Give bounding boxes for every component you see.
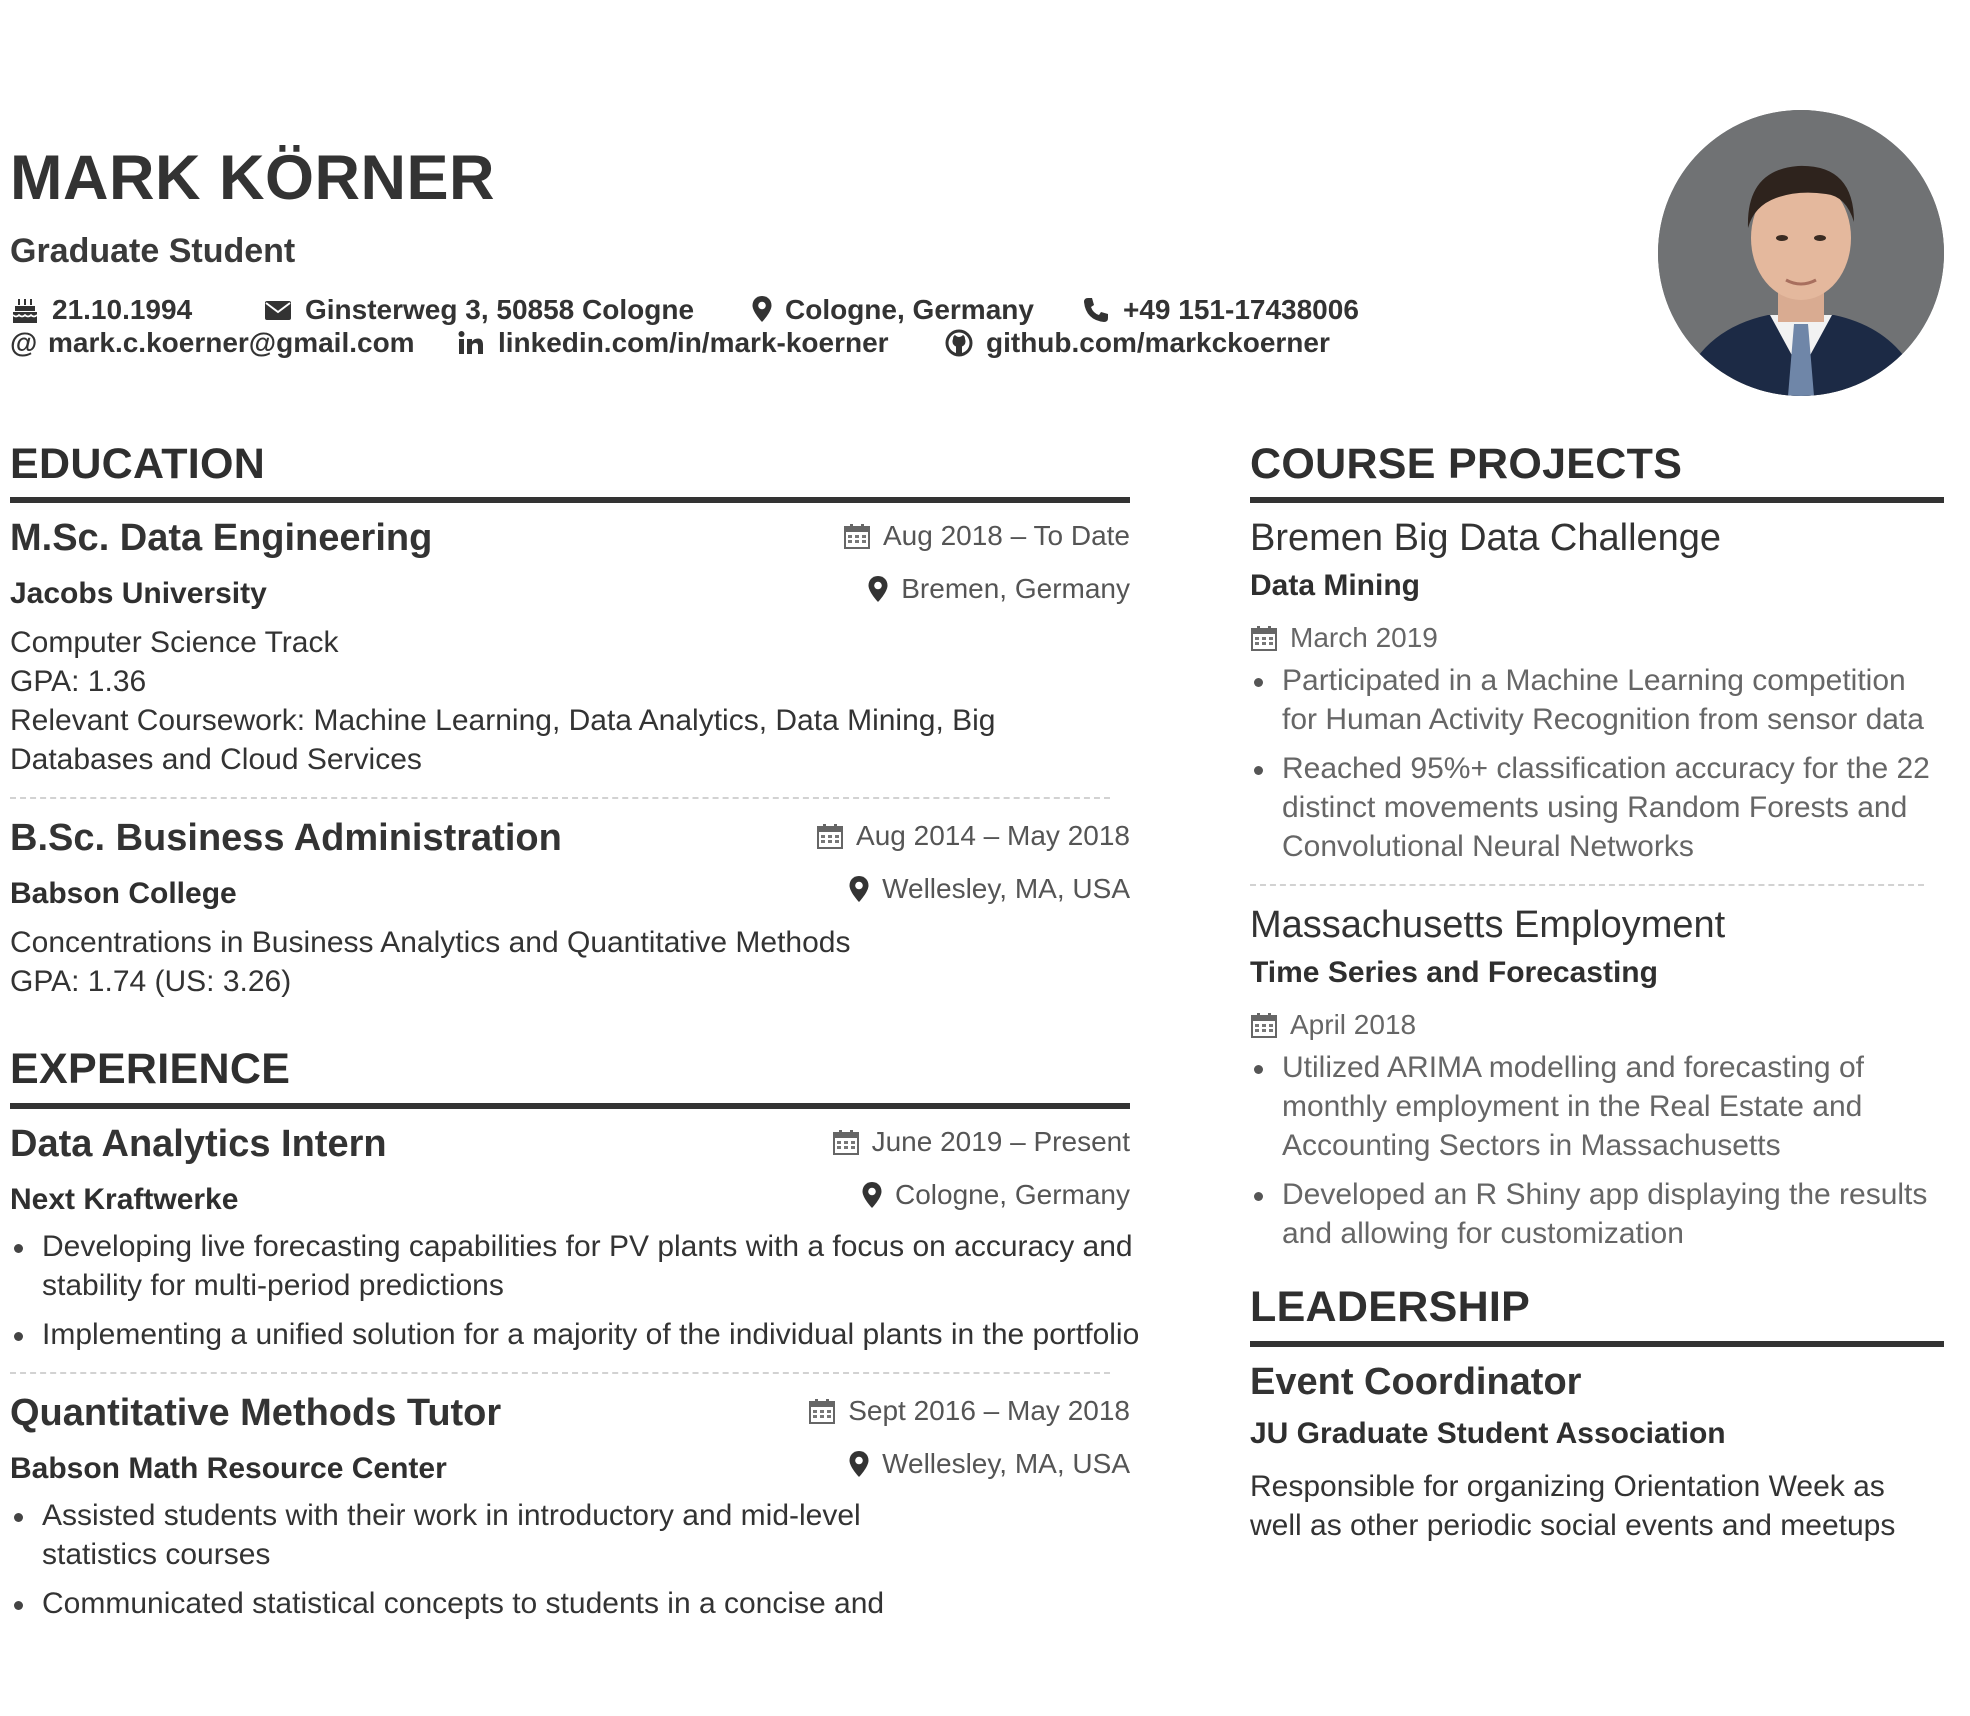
resume-title: Graduate Student <box>10 232 296 270</box>
profile-photo <box>1658 110 1944 396</box>
leadership-description: Responsible for organizing Orientation Week as well as other periodic social events and meetups <box>1250 1469 1896 1542</box>
experience-entry <box>10 1392 1130 1623</box>
project-date-text: April 2018 <box>1290 1009 1417 1041</box>
experience-role: Quantitative Methods Tutor <box>10 1391 502 1434</box>
github-link[interactable]: github.com/markckoerner <box>986 327 1330 358</box>
project-entry <box>1250 904 1944 1253</box>
project-date <box>1250 1002 1944 1048</box>
contact-phone <box>1081 294 1359 326</box>
map-pin-icon <box>848 875 870 903</box>
address-text: Ginsterweg 3, 50858 Cologne <box>305 294 695 325</box>
phone-icon <box>1081 295 1111 325</box>
experience-location <box>861 1179 1130 1211</box>
experience-bullets <box>10 1227 1140 1354</box>
envelope-icon <box>263 295 293 325</box>
project-bullets <box>1250 661 1944 866</box>
project-course: Time Series and Forecasting <box>1250 956 1658 990</box>
education-line: Concentrations in Business Analytics and Quantitative Methods <box>10 926 851 960</box>
calendar-icon <box>808 1397 836 1425</box>
education-entry <box>10 817 1130 1001</box>
education-description <box>10 921 1130 1001</box>
project-bullets <box>1250 1048 1944 1253</box>
education-dates <box>843 520 1130 552</box>
education-location-text: Wellesley, MA, USA <box>882 873 1130 905</box>
map-pin-icon <box>867 575 889 603</box>
contact-address <box>263 294 751 326</box>
calendar-icon <box>832 1128 860 1156</box>
education-location-text: Bremen, Germany <box>901 573 1130 605</box>
entry-divider <box>1250 884 1924 886</box>
project-name: Massachusetts Employment <box>1250 904 1726 947</box>
entry-divider <box>10 797 1110 799</box>
education-dates <box>816 820 1130 852</box>
calendar-icon <box>816 822 844 850</box>
section-title-education: EDUCATION <box>10 440 1130 503</box>
email-link[interactable]: mark.c.koerner@gmail.com <box>48 327 415 358</box>
experience-company: Next Kraftwerke <box>10 1182 239 1216</box>
project-bullet: Utilized ARIMA modelling and forecasting of monthly employment in the Real Estate and Accounting Sectors in Massachusetts <box>1250 1048 1944 1165</box>
education-degree: M.Sc. Data Engineering <box>10 517 433 560</box>
education-school: Babson College <box>10 877 237 911</box>
github-icon <box>944 328 974 358</box>
experience-dates-text: June 2019 – Present <box>871 1125 1130 1157</box>
contact-row-1 <box>10 292 1359 328</box>
map-pin-icon <box>861 1181 883 1209</box>
education-location <box>867 573 1130 605</box>
contact-github <box>944 327 1330 359</box>
experience-role: Data Analytics Intern <box>10 1122 387 1165</box>
experience-bullet: Implementing a unified solution for a majority of the individual plants in the portfolio <box>10 1315 1140 1354</box>
project-date <box>1250 615 1944 661</box>
education-entry <box>10 517 1130 779</box>
left-column <box>10 440 1140 1633</box>
project-name: Bremen Big Data Challenge <box>1250 517 1722 560</box>
project-bullet: Developed an R Shiny app displaying the results and allowing for customization <box>1250 1175 1944 1253</box>
project-bullet: Participated in a Machine Learning competition for Human Activity Recognition from sensor data <box>1250 661 1944 739</box>
contact-email <box>10 327 456 359</box>
contact-location <box>751 294 1081 326</box>
phone-text[interactable]: +49 151-17438006 <box>1123 294 1359 325</box>
contact-row-2 <box>10 325 1330 361</box>
contact-birthday <box>10 294 263 326</box>
education-line: GPA: 1.74 (US: 3.26) <box>10 965 292 999</box>
right-column <box>1250 440 1944 1545</box>
project-entry <box>1250 517 1944 866</box>
map-pin-icon <box>848 1450 870 1478</box>
entry-divider <box>10 1372 1110 1374</box>
map-pin-icon <box>751 295 773 325</box>
birthday-cake-icon <box>10 295 40 325</box>
experience-location-text: Cologne, Germany <box>894 1178 1130 1210</box>
leadership-role: Event Coordinator <box>1250 1360 1582 1403</box>
experience-company: Babson Math Resource Center <box>10 1451 447 1485</box>
experience-dates-text: Sept 2016 – May 2018 <box>848 1394 1130 1426</box>
experience-bullets <box>10 1496 970 1623</box>
experience-entry <box>10 1122 1140 1354</box>
experience-location <box>848 1448 1130 1480</box>
education-description <box>10 621 1070 779</box>
leadership-org: JU Graduate Student Association <box>1250 1416 1726 1450</box>
birthday-text: 21.10.1994 <box>52 294 193 325</box>
experience-location-text: Wellesley, MA, USA <box>882 1447 1130 1479</box>
experience-bullet: Assisted students with their work in introductory and mid-level statistics courses <box>10 1496 970 1574</box>
education-location <box>848 873 1130 905</box>
location-text: Cologne, Germany <box>785 294 1034 325</box>
calendar-icon <box>1250 624 1278 652</box>
education-degree: B.Sc. Business Administration <box>10 817 562 860</box>
experience-dates <box>832 1126 1130 1158</box>
experience-bullet: Developing live forecasting capabilities for PV plants with a focus on accuracy and stability for multi-period predictions <box>10 1227 1140 1305</box>
experience-bullet: Communicated statistical concepts to students in a concise and <box>10 1584 970 1623</box>
education-dates-text: Aug 2014 – May 2018 <box>856 820 1130 852</box>
education-line: GPA: 1.36 <box>10 665 147 699</box>
project-date-text: March 2019 <box>1290 622 1438 654</box>
linkedin-link[interactable]: linkedin.com/in/mark-koerner <box>498 327 889 358</box>
calendar-icon <box>843 522 871 550</box>
project-course: Data Mining <box>1250 569 1420 603</box>
education-line: Relevant Coursework: Machine Learning, Data Analytics, Data Mining, Big Databases and Cloud Services <box>10 704 996 777</box>
education-dates-text: Aug 2018 – To Date <box>882 520 1130 552</box>
calendar-icon <box>1250 1011 1278 1039</box>
section-title-experience: EXPERIENCE <box>10 1045 1130 1108</box>
contact-linkedin <box>456 327 944 359</box>
linkedin-icon <box>456 328 486 358</box>
education-line: Computer Science Track <box>10 626 339 660</box>
resume-name: MARK KÖRNER <box>10 143 495 213</box>
education-school: Jacobs University <box>10 577 267 611</box>
section-title-course-projects: COURSE PROJECTS <box>1250 440 1944 503</box>
section-title-leadership: LEADERSHIP <box>1250 1283 1944 1346</box>
leadership-entry <box>1250 1361 1944 1545</box>
project-bullet: Reached 95%+ classification accuracy for the 22 distinct movements using Random Forests and Convolutional Neural Networks <box>1250 749 1944 866</box>
experience-dates <box>808 1395 1130 1427</box>
at-sign-icon: @ <box>10 327 38 358</box>
